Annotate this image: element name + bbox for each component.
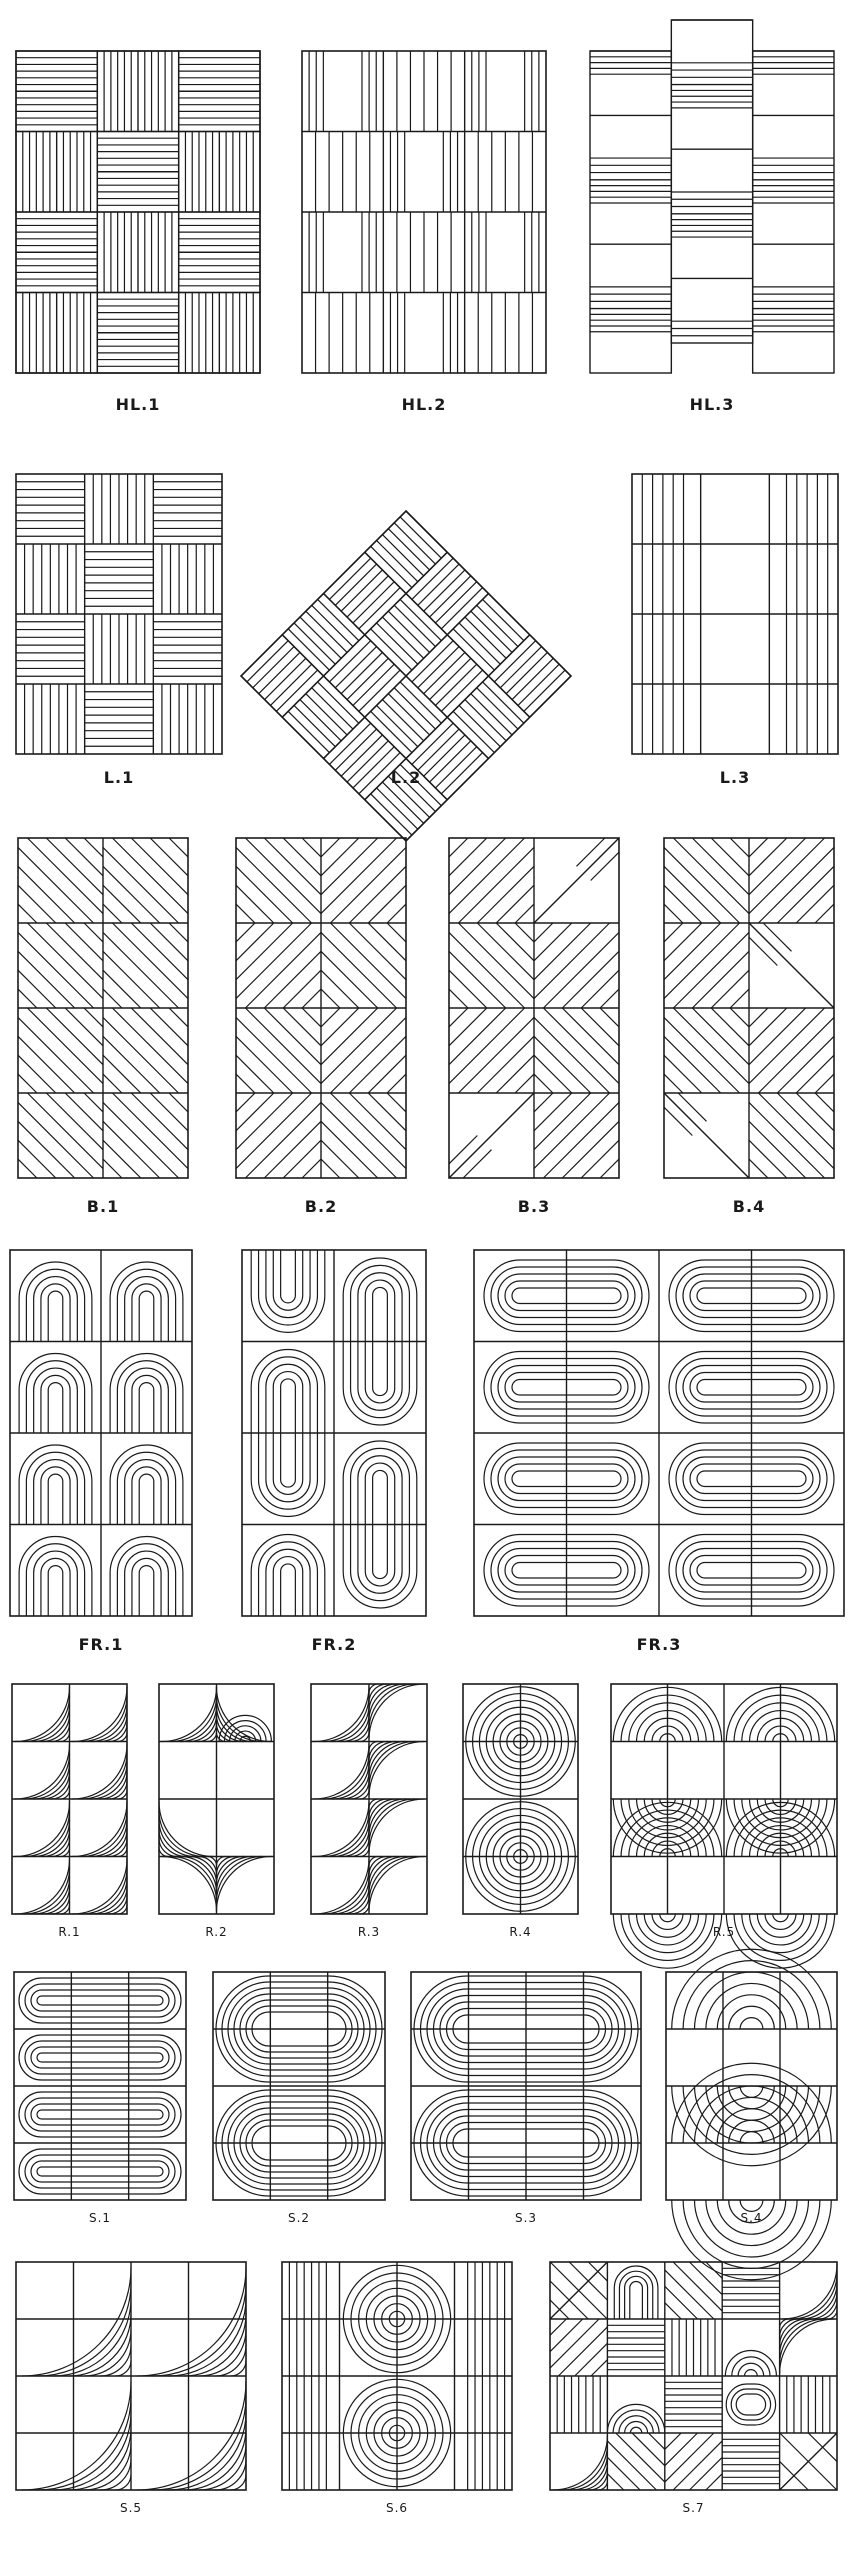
- pattern-artwork: [242, 1250, 426, 1616]
- pattern-b-4: [664, 838, 834, 1216]
- pattern-b-3: [449, 838, 619, 1216]
- pattern-label: FR.2: [311, 1635, 357, 1654]
- pattern-artwork: [666, 1949, 837, 2279]
- pattern-label: FR.3: [636, 1635, 682, 1654]
- pattern-hl-2: [302, 51, 546, 414]
- pattern-label: R.2: [205, 1925, 228, 1939]
- pattern-artwork: [282, 2262, 512, 2490]
- pattern-artwork: [14, 1972, 186, 2200]
- pattern-artwork: [18, 838, 188, 1178]
- pattern-label: L.1: [103, 768, 135, 787]
- pattern-label: R.5: [712, 1925, 736, 1939]
- pattern-r-2: [159, 1684, 274, 1939]
- pattern-r-3: [311, 1684, 427, 1939]
- pattern-l-1: [16, 474, 222, 787]
- pattern-s-4: [666, 1949, 837, 2279]
- pattern-label: S.6: [385, 2501, 409, 2515]
- pattern-artwork: [449, 838, 619, 1178]
- pattern-l-2: [241, 511, 571, 841]
- pattern-l-3: [632, 474, 838, 787]
- pattern-hl-3: [590, 20, 834, 414]
- pattern-label: S.7: [682, 2501, 705, 2515]
- pattern-fr-3: [474, 1250, 844, 1654]
- pattern-label: B.3: [517, 1197, 551, 1216]
- pattern-r-4: [463, 1684, 578, 1939]
- pattern-label: S.1: [88, 2211, 112, 2225]
- pattern-s-6: [282, 2262, 512, 2515]
- pattern-artwork: [474, 1250, 844, 1616]
- pattern-artwork: [213, 1972, 385, 2200]
- pattern-artwork: [16, 2262, 246, 2490]
- pattern-s-5: [16, 2262, 246, 2515]
- pattern-artwork: [236, 838, 406, 1178]
- pattern-label: L.3: [719, 768, 751, 787]
- pattern-label: HL.2: [401, 395, 447, 414]
- pattern-artwork: [463, 1684, 578, 1914]
- pattern-label: S.3: [514, 2211, 538, 2225]
- pattern-b-1: [18, 838, 188, 1216]
- pattern-s-1: [14, 1972, 186, 2225]
- pattern-artwork: [16, 51, 260, 373]
- pattern-artwork: [12, 1684, 127, 1914]
- pattern-r-5: [611, 1684, 837, 1968]
- pattern-artwork: [311, 1684, 427, 1914]
- pattern-artwork: [241, 511, 571, 841]
- pattern-label: HL.3: [689, 395, 735, 414]
- pattern-artwork: [632, 474, 838, 754]
- pattern-artwork: [664, 838, 834, 1178]
- pattern-r-1: [12, 1684, 127, 1939]
- pattern-fr-1: [10, 1250, 192, 1654]
- pattern-label: FR.1: [78, 1635, 124, 1654]
- pattern-artwork: [159, 1684, 274, 1914]
- pattern-fr-2: [242, 1250, 426, 1654]
- pattern-s-3: [411, 1972, 641, 2225]
- pattern-hl-1: [16, 51, 260, 414]
- pattern-label: B.1: [86, 1197, 120, 1216]
- pattern-label: S.4: [740, 2211, 763, 2225]
- pattern-label: R.4: [509, 1925, 532, 1939]
- pattern-label: L.2: [390, 768, 422, 787]
- pattern-label: R.3: [357, 1925, 381, 1939]
- pattern-label: R.1: [58, 1925, 81, 1939]
- pattern-artwork: [550, 2262, 837, 2490]
- pattern-artwork: [590, 20, 834, 373]
- pattern-artwork: [302, 51, 546, 373]
- pattern-label: B.4: [732, 1197, 766, 1216]
- pattern-label: B.2: [304, 1197, 338, 1216]
- pattern-label: S.2: [287, 2211, 311, 2225]
- pattern-s-7: [550, 2262, 837, 2515]
- pattern-s-2: [213, 1972, 385, 2225]
- pattern-artwork: [16, 474, 222, 754]
- pattern-label: HL.1: [115, 395, 161, 414]
- pattern-label: S.5: [119, 2501, 143, 2515]
- pattern-b-2: [236, 838, 406, 1216]
- pattern-artwork: [411, 1972, 641, 2200]
- pattern-artwork: [10, 1250, 192, 1616]
